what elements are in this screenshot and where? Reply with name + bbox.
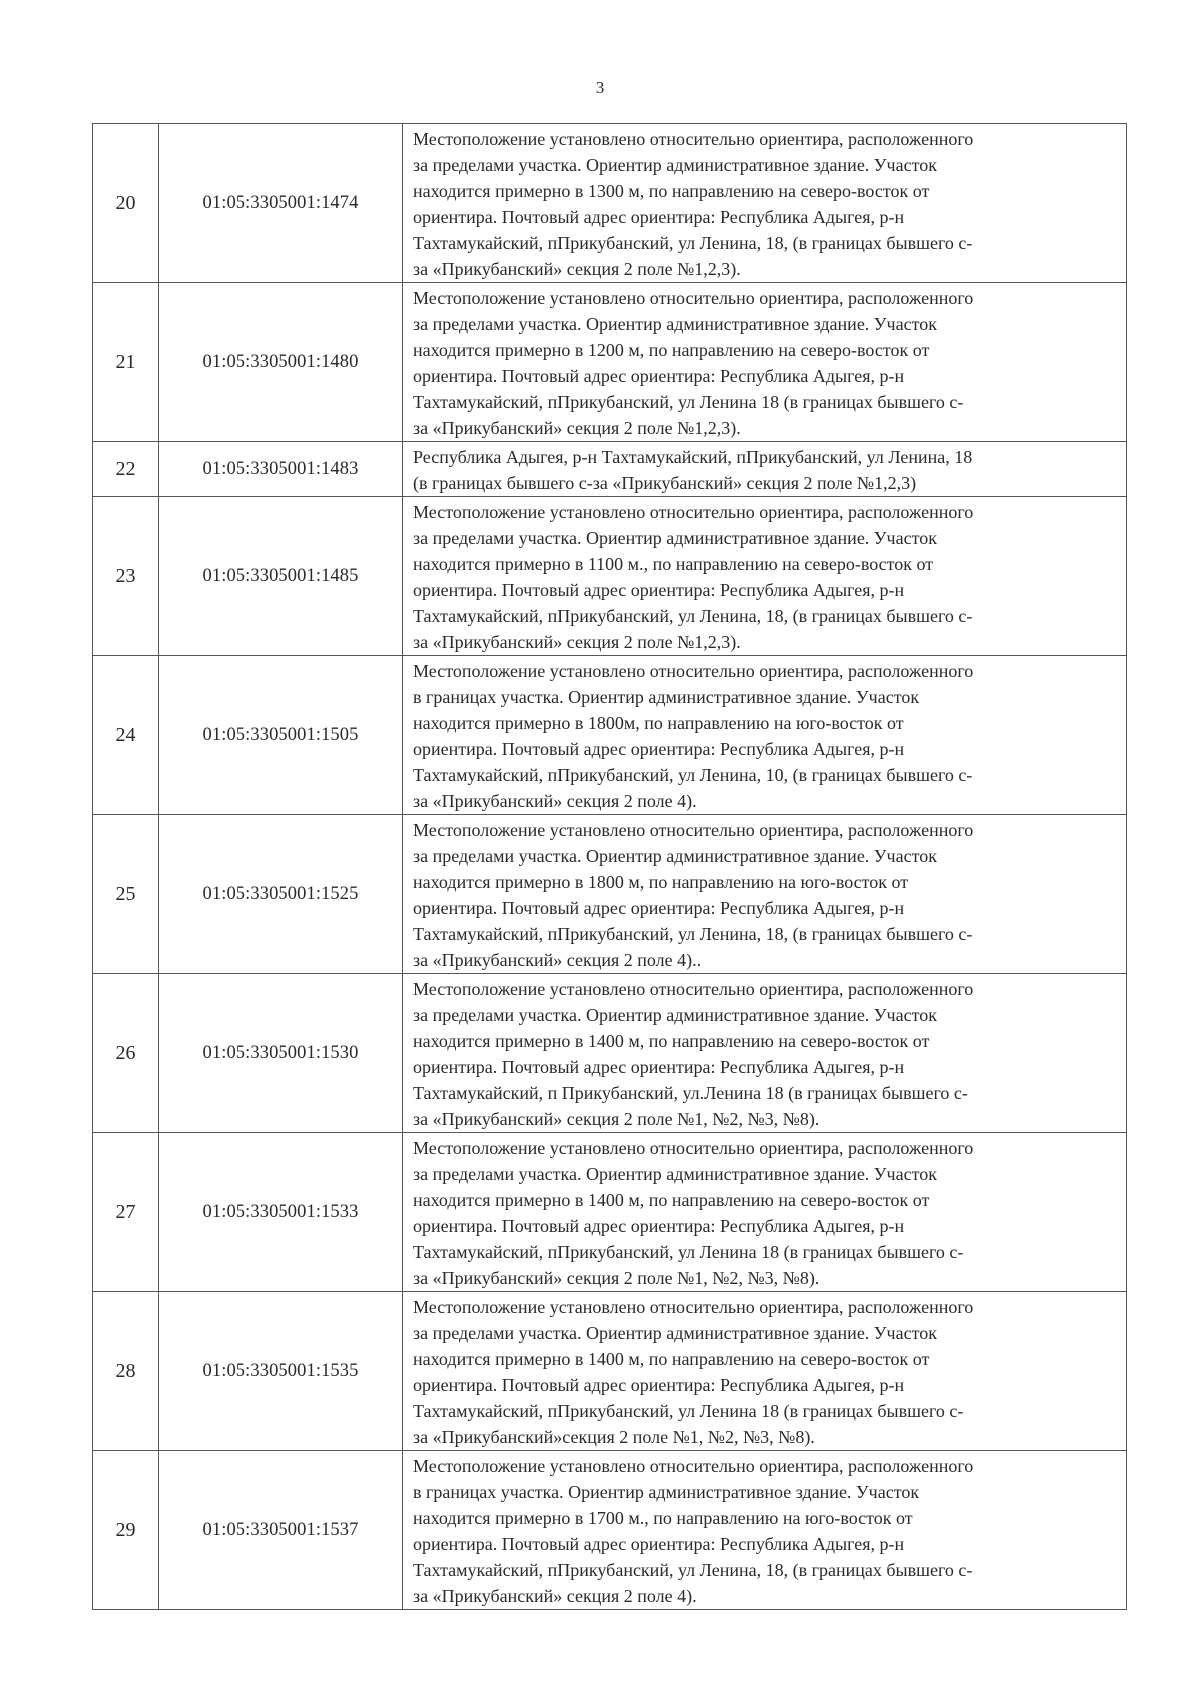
table-row [93, 815, 1127, 974]
table-row [93, 1133, 1127, 1292]
row-number: 21 [93, 283, 159, 442]
location-description: Местоположение установлено относительно ориентира, расположенного за пределами участка. Ориентир административное здание. Участок находится примерно в 1200 м, по направлению на северо-восток от ориентира. Почтовый адрес ориентира: Республика Адыгея, р-н Тахтамукайский, пПрикубанский, ул Ленина 18 (в границах бывшего с- за «Прикубанский» секция 2 поле №1,2,3). [403, 283, 1127, 442]
row-number: 27 [93, 1133, 159, 1292]
table-row [93, 497, 1127, 656]
row-number: 20 [93, 124, 159, 283]
row-number: 28 [93, 1292, 159, 1451]
location-description: Местоположение установлено относительно ориентира, расположенного за пределами участка. Ориентир административное здание. Участок находится примерно в 1400 м, по направлению на северо-восток от ориентира. Почтовый адрес ориентира: Республика Адыгея, р-н Тахтамукайский, пПрикубанский, ул Ленина 18 (в границах бывшего с- за «Прикубанский» секция 2 поле №1, №2, №3, №8). [403, 1133, 1127, 1292]
table-row [93, 1292, 1127, 1451]
cadastral-number: 01:05:3305001:1505 [159, 656, 403, 815]
land-plot-table [92, 123, 1127, 1610]
location-description: Местоположение установлено относительно ориентира, расположенного за пределами участка. Ориентир административное здание. Участок находится примерно в 1800 м, по направлению на юго-восток от ориентира. Почтовый адрес ориентира: Республика Адыгея, р-н Тахтамукайский, пПрикубанский, ул Ленина, 18, (в границах бывшего с- за «Прикубанский» секция 2 поле 4).. [403, 815, 1127, 974]
location-description: Республика Адыгея, р-н Тахтамукайский, пПрикубанский, ул Ленина, 18 (в границах бывшего с-за «Прикубанский» секция 2 поле №1,2,3) [403, 442, 1127, 497]
location-description: Местоположение установлено относительно ориентира, расположенного за пределами участка. Ориентир административное здание. Участок находится примерно в 1300 м, по направлению на северо-восток от ориентира. Почтовый адрес ориентира: Республика Адыгея, р-н Тахтамукайский, пПрикубанский, ул Ленина, 18, (в границах бывшего с- за «Прикубанский» секция 2 поле №1,2,3). [403, 124, 1127, 283]
row-number: 29 [93, 1451, 159, 1610]
row-number: 24 [93, 656, 159, 815]
table-row [93, 974, 1127, 1133]
cadastral-number: 01:05:3305001:1525 [159, 815, 403, 974]
location-description: Местоположение установлено относительно ориентира, расположенного в границах участка. Ориентир административное здание. Участок находится примерно в 1800м, по направлению на юго-восток от ориентира. Почтовый адрес ориентира: Республика Адыгея, р-н Тахтамукайский, пПрикубанский, ул Ленина, 10, (в границах бывшего с- за «Прикубанский» секция 2 поле 4). [403, 656, 1127, 815]
location-description: Местоположение установлено относительно ориентира, расположенного за пределами участка. Ориентир административное здание. Участок находится примерно в 1100 м., по направлению на северо-восток от ориентира. Почтовый адрес ориентира: Республика Адыгея, р-н Тахтамукайский, пПрикубанский, ул Ленина, 18, (в границах бывшего с- за «Прикубанский» секция 2 поле №1,2,3). [403, 497, 1127, 656]
row-number: 25 [93, 815, 159, 974]
table-row [93, 124, 1127, 283]
row-number: 23 [93, 497, 159, 656]
location-description: Местоположение установлено относительно ориентира, расположенного в границах участка. Ориентир административное здание. Участок находится примерно в 1700 м., по направлению на юго-восток от ориентира. Почтовый адрес ориентира: Республика Адыгея, р-н Тахтамукайский, пПрикубанский, ул Ленина, 18, (в границах бывшего с- за «Прикубанский» секция 2 поле 4). [403, 1451, 1127, 1610]
location-description: Местоположение установлено относительно ориентира, расположенного за пределами участка. Ориентир административное здание. Участок находится примерно в 1400 м, по направлению на северо-восток от ориентира. Почтовый адрес ориентира: Республика Адыгея, р-н Тахтамукайский, пПрикубанский, ул Ленина 18 (в границах бывшего с- за «Прикубанский»секция 2 поле №1, №2, №3, №8). [403, 1292, 1127, 1451]
table-row [93, 283, 1127, 442]
cadastral-number: 01:05:3305001:1480 [159, 283, 403, 442]
table-row [93, 442, 1127, 497]
row-number: 26 [93, 974, 159, 1133]
cadastral-number: 01:05:3305001:1474 [159, 124, 403, 283]
page-number: 3 [595, 78, 605, 97]
cadastral-number: 01:05:3305001:1483 [159, 442, 403, 497]
table-row [93, 1451, 1127, 1610]
cadastral-number: 01:05:3305001:1533 [159, 1133, 403, 1292]
cadastral-number: 01:05:3305001:1537 [159, 1451, 403, 1610]
cadastral-number: 01:05:3305001:1535 [159, 1292, 403, 1451]
cadastral-number: 01:05:3305001:1530 [159, 974, 403, 1133]
location-description: Местоположение установлено относительно ориентира, расположенного за пределами участка. Ориентир административное здание. Участок находится примерно в 1400 м, по направлению на северо-восток от ориентира. Почтовый адрес ориентира: Республика Адыгея, р-н Тахтамукайский, п Прикубанский, ул.Ленина 18 (в границах бывшего с- за «Прикубанский» секция 2 поле №1, №2, №3, №8). [403, 974, 1127, 1133]
table-row [93, 656, 1127, 815]
row-number: 22 [93, 442, 159, 497]
cadastral-number: 01:05:3305001:1485 [159, 497, 403, 656]
